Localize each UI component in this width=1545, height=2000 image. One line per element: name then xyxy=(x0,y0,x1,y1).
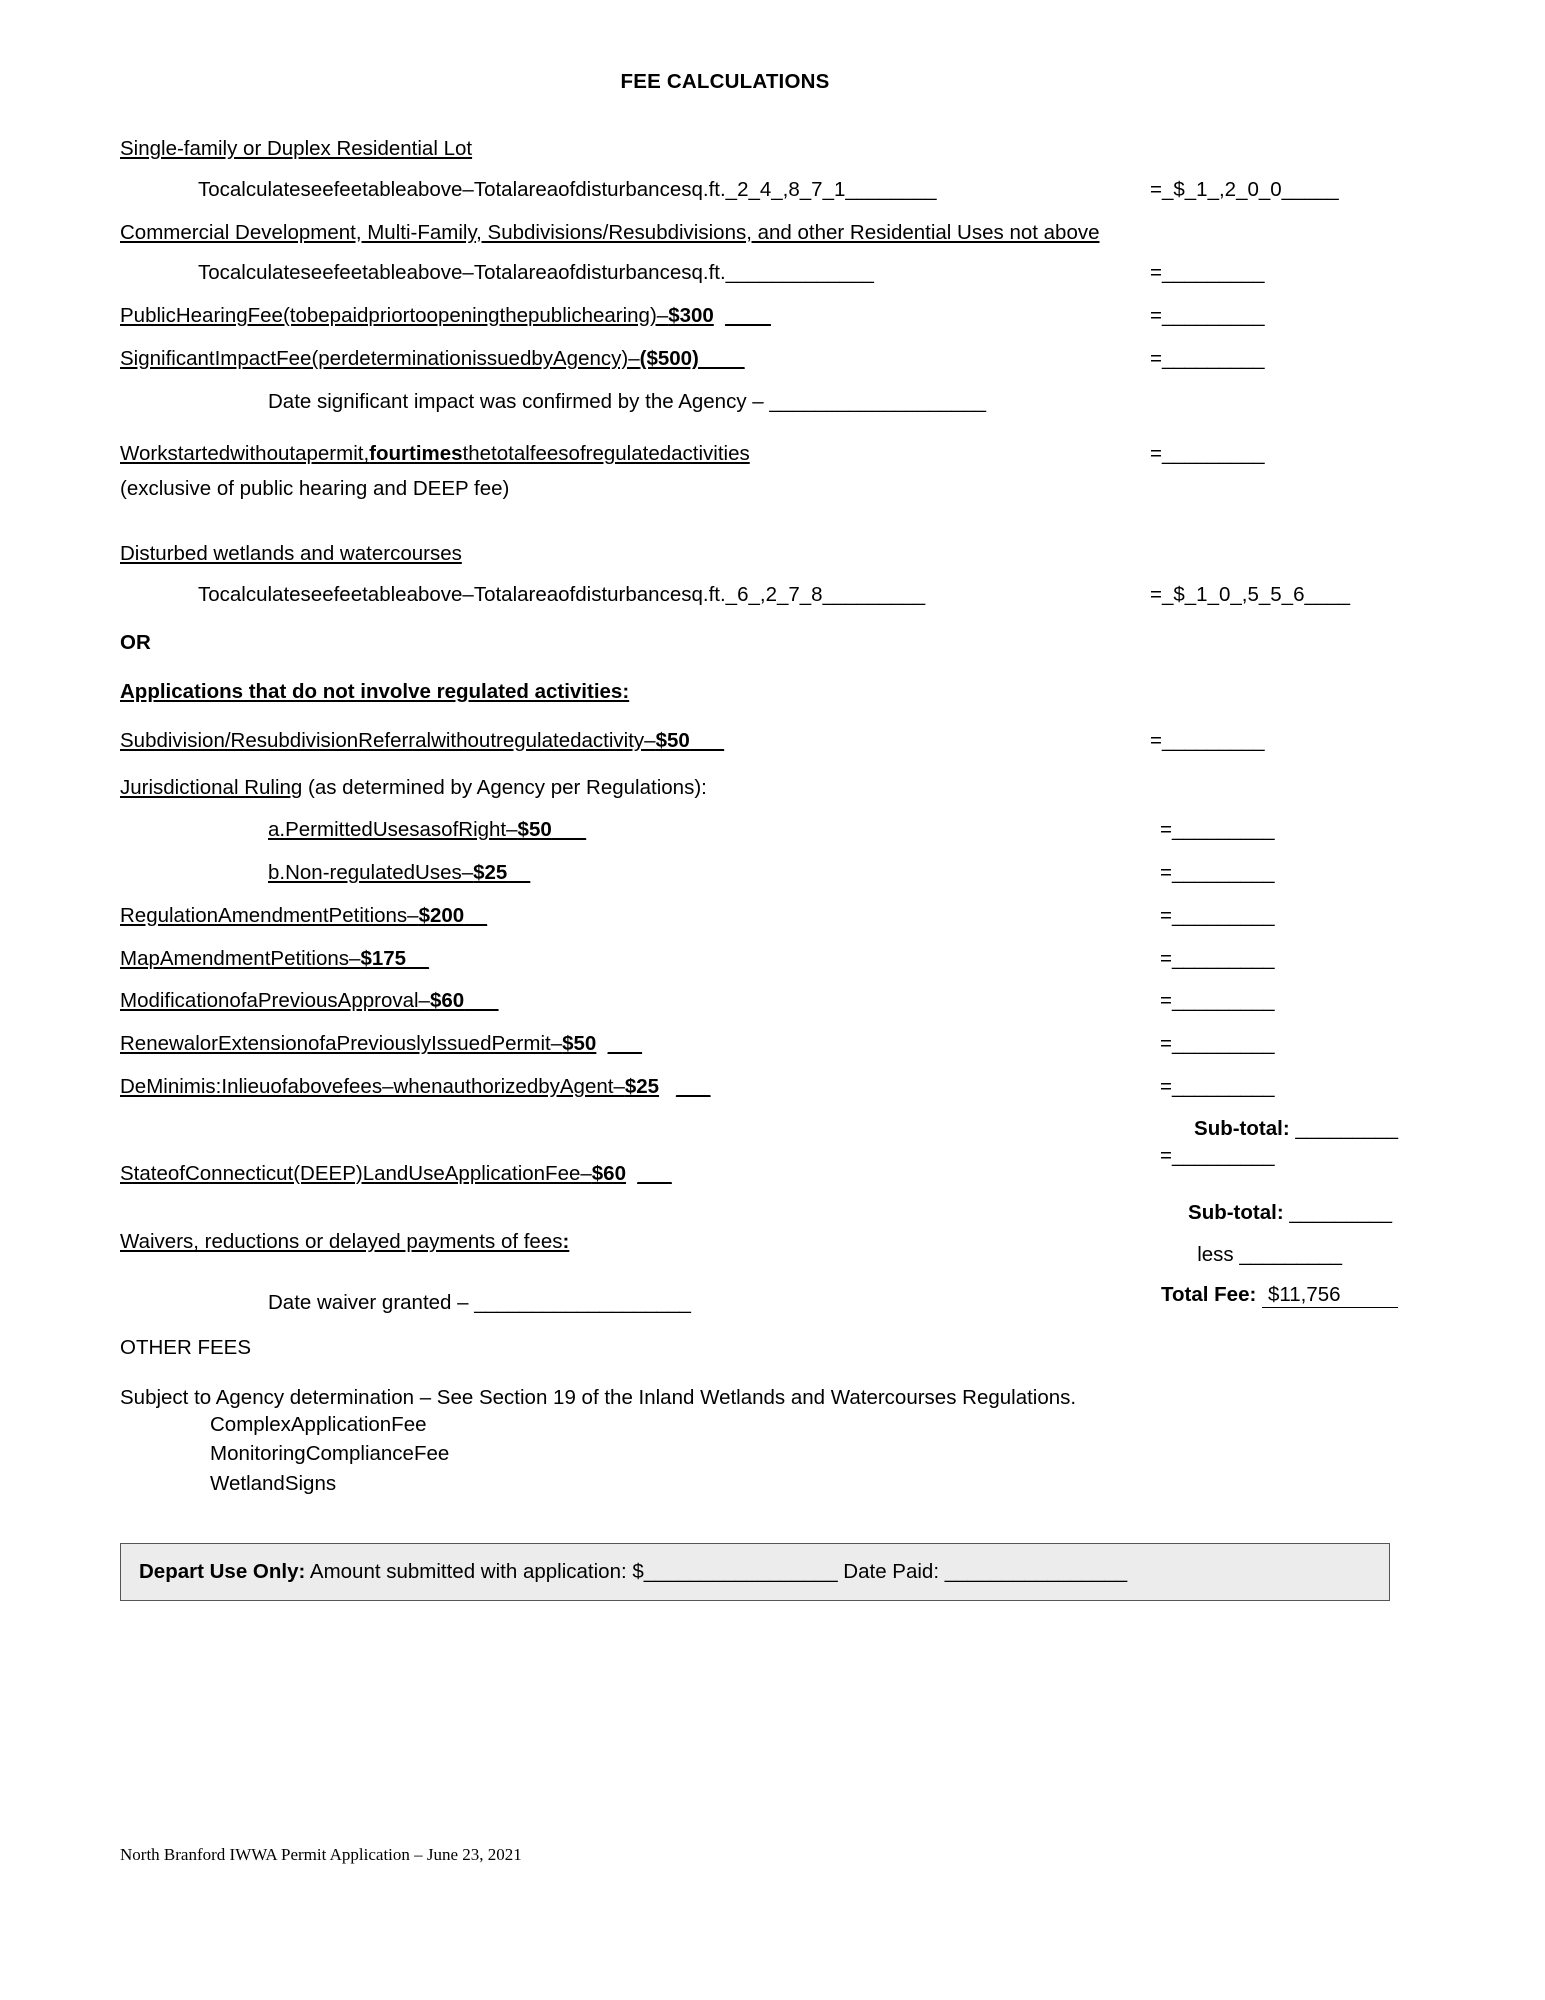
jurisdictional-b-trailing: __ xyxy=(507,861,531,884)
document-content xyxy=(120,70,1450,1601)
work-without-permit-exclusive-line: (exclusive of public hearing and DEEP fee) xyxy=(120,477,510,500)
disturbed-wetlands-result: =_$_1_0_,5_5_6____ xyxy=(1150,582,1351,606)
work-without-permit-label xyxy=(120,439,750,469)
regulation-amendment-trailing: __ xyxy=(464,903,487,927)
other-fees-subject-line: Subject to Agency determination – See Section 19 of the Inland Wetlands and Watercourses Regulations. xyxy=(120,1385,1077,1409)
map-amendment-result: =_________ xyxy=(1160,946,1275,970)
depart-use-only-label: Depart Use Only: xyxy=(139,1559,306,1583)
row-disturbed-wetlands-calc xyxy=(120,580,1450,611)
modification-amount: $60 xyxy=(429,989,465,1013)
map-amendment-text: MapAmendmentPetitions– xyxy=(120,946,361,970)
regulation-amendment-amount: $200 xyxy=(418,903,465,927)
public-hearing-fee-label-part1: PublicHearingFee xyxy=(120,304,283,327)
significant-impact-label-part2: (perdeterminationissuedbyAgency)– xyxy=(311,346,640,370)
de-minimis-label xyxy=(120,1072,710,1103)
public-hearing-fee-trailing: ____ xyxy=(725,304,771,327)
section-heading-single-family: Single-family or Duplex Residential Lot xyxy=(120,137,473,160)
row-single-family-calc xyxy=(120,175,1450,206)
subdivision-referral-text: Subdivision/ResubdivisionReferralwithoutregulatedactivity– xyxy=(120,728,656,752)
de-minimis-result: =_________ xyxy=(1160,1074,1275,1098)
less-value: _________ xyxy=(1239,1243,1342,1267)
jurisdictional-a-trailing: ___ xyxy=(551,818,586,842)
amount-submitted-blank[interactable]: _________________ xyxy=(643,1559,838,1583)
jurisdictional-a-text: a.PermittedUsesasofRight– xyxy=(268,818,518,842)
row-subdivision-referral xyxy=(120,726,1450,757)
regulation-amendment-text: RegulationAmendmentPetitions– xyxy=(120,903,419,927)
public-hearing-fee-amount: $300 xyxy=(668,304,714,327)
row-jurisdictional-b xyxy=(120,858,1450,889)
subdivision-referral-amount: $50 xyxy=(655,728,690,752)
subdivision-referral-result: =_________ xyxy=(1150,728,1265,752)
jurisdictional-b-text: b.Non-regulatedUses– xyxy=(268,861,474,884)
row-deep-fee xyxy=(120,1143,1450,1190)
work-without-permit-part1: Workstartedwithoutapermit, xyxy=(120,442,370,466)
row-commercial-calc xyxy=(120,258,1450,289)
jurisdictional-b-result: =_________ xyxy=(1160,861,1275,884)
renewal-label xyxy=(120,1029,642,1060)
row-public-hearing-fee xyxy=(120,301,1450,332)
page-footer: North Branford IWWA Permit Application – June 23, 2021 xyxy=(120,1845,522,1864)
total-fee-value: $11,756 xyxy=(1262,1283,1398,1308)
single-family-result: =_$_1_,2_0_0_____ xyxy=(1150,177,1339,201)
renewal-text: RenewalorExtensionofaPreviouslyIssuedPermit– xyxy=(120,1032,563,1055)
row-jurisdictional-a xyxy=(120,815,1450,846)
subdivision-referral-label xyxy=(120,726,724,757)
waiver-date-line: Date waiver granted – ___________________ xyxy=(268,1291,691,1314)
work-without-permit-result: =_________ xyxy=(1150,442,1265,466)
subtotal-2-value: _________ xyxy=(1289,1201,1392,1225)
work-without-permit-part3: thetotalfeesofregulatedactivities xyxy=(462,442,750,466)
significant-impact-trailing: ____ xyxy=(698,346,745,370)
jurisdictional-ruling-label: Jurisdictional Ruling xyxy=(120,775,303,799)
regulation-amendment-label xyxy=(120,901,487,932)
deep-fee-text: StateofConnecticut(DEEP)LandUseApplicationFee– xyxy=(120,1161,592,1185)
section-heading-commercial: Commercial Development, Multi-Family, Subdivisions/Resubdivisions, and other Residential Uses not above xyxy=(120,220,1100,244)
row-regulation-amendment xyxy=(120,901,1450,932)
depart-use-only-box xyxy=(120,1543,1390,1601)
regulation-amendment-result: =_________ xyxy=(1160,903,1275,927)
renewal-result: =_________ xyxy=(1160,1032,1275,1055)
significant-impact-fee-label xyxy=(120,344,745,375)
jurisdictional-ruling-heading xyxy=(120,773,1450,804)
deep-fee-amount: $60 xyxy=(591,1161,626,1185)
depart-use-only-text-a: Amount submitted with application: $ xyxy=(305,1559,644,1583)
significant-impact-date-line: Date significant impact was confirmed by the Agency – ___________________ xyxy=(268,389,986,413)
row-map-amendment xyxy=(120,944,1450,975)
significant-impact-result: =_________ xyxy=(1150,346,1265,370)
deep-fee-result: =_________ xyxy=(1160,1143,1275,1167)
jurisdictional-ruling-rest: (as determined by Agency per Regulations): xyxy=(302,775,707,799)
subtotal-1-label: Sub-total: xyxy=(1194,1116,1290,1140)
single-family-calc-line: Tocalculateseefeetableabove–Totalareaofdisturbancesq.ft._2_4_,8_7_1________ xyxy=(198,177,937,201)
de-minimis-text: DeMinimis:Inlieuofabovefees–whenauthorizedbyAgent– xyxy=(120,1074,625,1098)
other-fees-item-3: WetlandSigns xyxy=(210,1472,337,1496)
renewal-amount: $50 xyxy=(562,1032,597,1055)
other-fees-item-1: ComplexApplicationFee xyxy=(210,1412,427,1436)
non-regulated-heading: Applications that do not involve regulated activities: xyxy=(120,680,630,703)
significant-impact-label-part1: SignificantImpactFee xyxy=(120,346,312,370)
or-label: OR xyxy=(120,631,151,655)
row-renewal-extension xyxy=(120,1029,1450,1060)
modification-result: =_________ xyxy=(1160,989,1275,1013)
public-hearing-fee-label xyxy=(120,301,771,332)
commercial-calc-line: Tocalculateseefeetableabove–Totalareaofdisturbancesq.ft._____________ xyxy=(198,261,874,285)
jurisdictional-a-label xyxy=(120,815,586,846)
total-fee-label: Total Fee: xyxy=(1161,1282,1257,1306)
map-amendment-label xyxy=(120,944,429,975)
public-hearing-fee-label-part2: (tobepaidpriortoopeningthepublichearing)– xyxy=(282,304,669,327)
jurisdictional-a-amount: $50 xyxy=(517,818,552,842)
jurisdictional-a-result: =_________ xyxy=(1160,818,1275,842)
work-without-permit-part2: fourtimes xyxy=(369,442,463,466)
row-significant-impact-fee xyxy=(120,344,1450,375)
renewal-trailing: ___ xyxy=(607,1032,642,1055)
date-paid-blank[interactable]: ________________ xyxy=(944,1559,1128,1583)
subtotal-1-value: _________ xyxy=(1295,1116,1398,1140)
jurisdictional-b-label xyxy=(120,858,530,889)
other-fees-heading: OTHER FEES xyxy=(120,1335,251,1359)
other-fees-item-2: MonitoringComplianceFee xyxy=(210,1442,450,1466)
deep-fee-label xyxy=(120,1159,672,1190)
subtotal-2-label: Sub-total: xyxy=(1188,1201,1284,1225)
waivers-heading-colon: : xyxy=(562,1230,570,1254)
waivers-heading-text: Waivers, reductions or delayed payments of fees xyxy=(120,1230,563,1254)
commercial-result: =_________ xyxy=(1150,261,1265,285)
jurisdictional-b-amount: $25 xyxy=(473,861,508,884)
modification-label xyxy=(120,986,498,1017)
map-amendment-amount: $175 xyxy=(360,946,407,970)
subdivision-referral-trailing: ___ xyxy=(689,728,724,752)
map-amendment-trailing: __ xyxy=(406,946,429,970)
row-modification-previous-approval xyxy=(120,986,1450,1017)
depart-use-only-text-b: Date Paid: xyxy=(837,1559,945,1583)
subtotal-2-row xyxy=(120,1201,1450,1225)
modification-trailing: ___ xyxy=(464,989,499,1013)
less-label: less xyxy=(1197,1243,1234,1267)
disturbed-wetlands-calc-line: Tocalculateseefeetableabove–Totalareaofdisturbancesq.ft._6_,2_7_8_________ xyxy=(198,582,926,606)
significant-impact-amount: ($500) xyxy=(639,346,699,370)
row-work-without-permit xyxy=(120,439,1450,470)
row-de-minimis xyxy=(120,1072,1450,1103)
page-title: FEE CALCULATIONS xyxy=(620,70,830,93)
section-heading-disturbed-wetlands: Disturbed wetlands and watercourses xyxy=(120,541,462,565)
deep-fee-trailing: ___ xyxy=(637,1161,672,1185)
de-minimis-amount: $25 xyxy=(624,1074,660,1098)
modification-text: ModificationofaPreviousApproval– xyxy=(120,989,430,1013)
subtotal-1-row xyxy=(120,1117,1450,1141)
de-minimis-trailing: ___ xyxy=(676,1074,711,1098)
public-hearing-fee-result: =_________ xyxy=(1150,304,1265,327)
